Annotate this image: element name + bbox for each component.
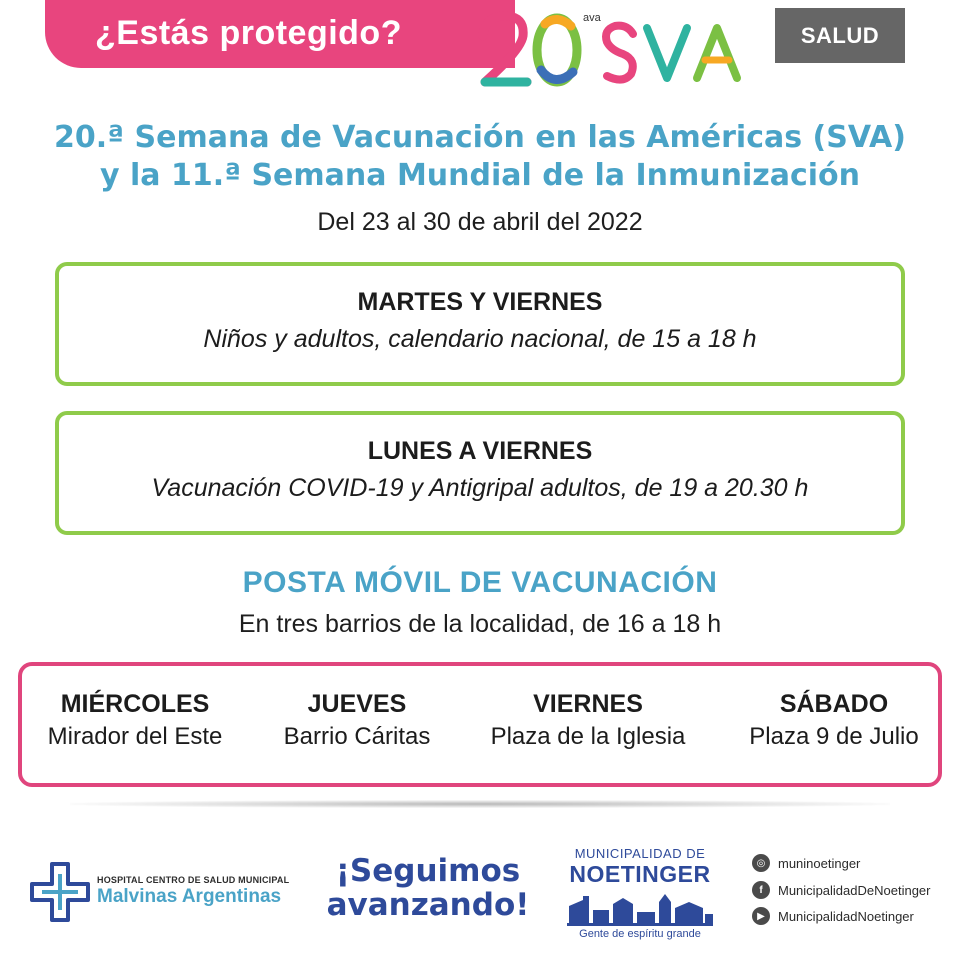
location-item	[728, 690, 940, 751]
hospital-small-label: HOSPITAL CENTRO DE SALUD MUNICIPAL	[97, 875, 290, 885]
sva-logo-graphic	[475, 6, 745, 94]
posta-title: POSTA MÓVIL DE VACUNACIÓN	[242, 566, 718, 599]
sva-ava-label: ava	[583, 12, 601, 24]
social-handle: muninoetinger	[778, 855, 861, 871]
posta-locations-box	[18, 662, 942, 787]
location-day: VIERNES	[533, 690, 643, 718]
social-handle: MunicipalidadNoetinger	[778, 908, 914, 924]
location-day: MIÉRCOLES	[60, 690, 210, 718]
location-item	[30, 690, 240, 751]
main-title-line2: y la 11.ª Semana Mundial de la Inmunización	[99, 158, 861, 193]
social-youtube[interactable]	[752, 907, 914, 925]
salud-badge	[775, 8, 905, 63]
town-skyline-icon	[565, 890, 715, 926]
main-title-line1: 20.ª Semana de Vacunación en las Américas (SVA)	[54, 120, 906, 155]
location-item	[262, 690, 452, 751]
location-day: SÁBADO	[779, 690, 889, 718]
date-range: Del 23 al 30 de abril del 2022	[317, 208, 643, 236]
municipality-logo	[560, 846, 720, 940]
schedule-box-monday-friday	[55, 411, 905, 535]
sva-logo	[475, 6, 745, 94]
muni-line2: NOETINGER	[569, 861, 711, 887]
muni-tagline: Gente de espíritu grande	[579, 928, 701, 940]
divider-shadow	[70, 800, 890, 808]
schedule-detail: Vacunación COVID-19 y Antigripal adultos, de 19 a 20.30 h	[151, 474, 809, 502]
hospital-name: Malvinas Argentinas	[97, 886, 282, 907]
banner-text: ¿Estás protegido?	[95, 14, 402, 52]
youtube-icon: ▶	[752, 907, 770, 925]
location-place: Mirador del Este	[47, 723, 223, 750]
schedule-detail: Niños y adultos, calendario nacional, de 15 a 18 h	[203, 325, 757, 353]
slogan-line2: avanzando!	[326, 887, 530, 923]
slogan	[318, 854, 538, 922]
social-instagram[interactable]	[752, 854, 860, 872]
schedule-days: LUNES A VIERNES	[367, 437, 593, 465]
salud-label: SALUD	[800, 22, 880, 48]
hospital-cross-icon	[28, 860, 92, 924]
slogan-line1: ¡Seguimos	[335, 853, 521, 889]
location-place: Plaza de la Iglesia	[490, 723, 686, 750]
location-place: Plaza 9 de Julio	[749, 723, 919, 750]
header-banner	[45, 0, 515, 68]
facebook-icon: f	[752, 881, 770, 899]
location-place: Barrio Cáritas	[283, 723, 431, 750]
location-item	[472, 690, 704, 751]
location-day: JUEVES	[307, 690, 407, 718]
posta-subtitle: En tres barrios de la localidad, de 16 a 18 h	[238, 610, 722, 638]
instagram-icon: ◎	[752, 854, 770, 872]
muni-line1: MUNICIPALIDAD DE	[574, 846, 706, 861]
social-facebook[interactable]	[752, 881, 930, 899]
schedule-days: MARTES Y VIERNES	[357, 288, 603, 316]
social-handle: MunicipalidadDeNoetinger	[778, 882, 931, 898]
schedule-box-tuesday-friday	[55, 262, 905, 386]
